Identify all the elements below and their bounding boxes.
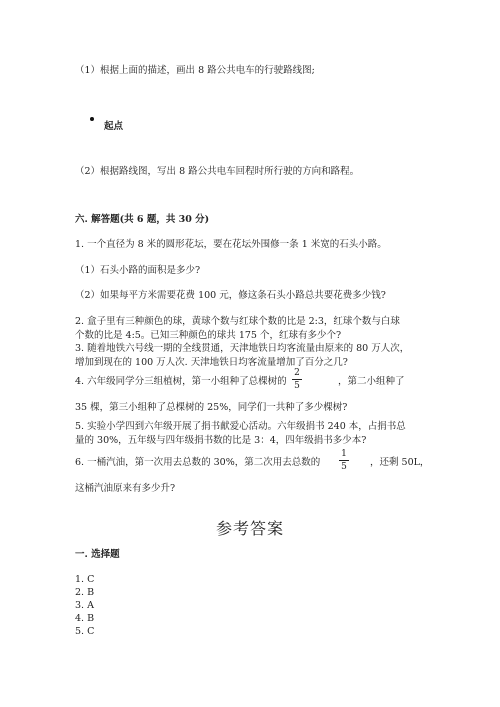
question2-line2: 个数的比是 4:5。已知三种颜色的球共 175 个，红球有多少个?: [75, 330, 342, 341]
question4-line2: 35 棵，第三小组种了总棵树的 25%，同学们一共种了多少棵树?: [75, 402, 348, 413]
question5-line1: 5. 实验小学四到六年级开展了捐书献爱心活动。六年级捐书 240 本，占捐书总: [75, 421, 406, 432]
answers-section1-heading: 一. 选择题: [75, 549, 120, 560]
fraction-numerator: 2: [294, 368, 300, 378]
question6-line2: 这桶汽油原来有多少升?: [75, 483, 176, 494]
q5-part2-text: （2）根据路线图，写出 8 路公共电车回程时所行驶的方向和路程。: [75, 166, 360, 177]
start-point-label: 起点: [104, 121, 124, 132]
fraction-numerator: 1: [341, 449, 347, 459]
answer-item: 3. A: [75, 600, 94, 611]
answer-item: 1. C: [75, 574, 95, 585]
question5-line2: 量的 30%，五年级与四年级捐书数的比是 3：4，四年级捐书多少本?: [75, 435, 367, 446]
question2-line1: 2. 盒子里有三种颜色的球，黄球个数与红球个数的比是 2:3，红球个数与白球: [75, 316, 400, 327]
question6-text-b: ，还剩 50L，: [370, 457, 430, 468]
answer-item: 5. C: [75, 626, 95, 637]
question6-text-a: 6. 一桶汽油，第一次用去总数的 30%，第二次用去总数的: [75, 457, 321, 468]
question4-text-b: ，第二小组种了: [338, 376, 405, 387]
answer-item: 2. B: [75, 587, 95, 598]
question1-sub1: （1）石头小路的面积是多少?: [75, 265, 201, 276]
fraction-denominator: 5: [294, 381, 300, 391]
question1-sub2: （2）如果每平方米需要花费 100 元，修这条石头小路总共要花费多少钱?: [75, 290, 386, 301]
question4-text-a: 4. 六年级同学分三组植树，第一小组种了总棵树的: [75, 376, 287, 387]
fraction-bar: [292, 379, 302, 380]
start-point-dot: [90, 117, 94, 121]
section6-heading: 六. 解答题(共 6 题，共 30 分): [75, 214, 210, 225]
question4-fraction: [290, 368, 304, 391]
question3-line2: 增加到现在的 100 万人次. 天津地铁日均客流量增加了百分之几?: [75, 357, 348, 368]
question3-line1: 3. 随着地铁六号线一期的全线贯通，天津地铁日均客流量由原来的 80 万人次，: [75, 343, 410, 354]
question1-text: 1. 一个直径为 8 米的圆形花坛，要在花坛外围修一条 1 米宽的石头小路。: [75, 239, 387, 250]
q5-part1-text: （1）根据上面的描述，画出 8 路公共电车的行驶路线图;: [75, 65, 315, 76]
answer-item: 4. B: [75, 613, 95, 624]
fraction-bar: [339, 460, 349, 461]
fraction-denominator: 5: [341, 462, 347, 472]
question6-fraction: [337, 449, 351, 472]
answers-title: 参考答案: [215, 519, 284, 538]
